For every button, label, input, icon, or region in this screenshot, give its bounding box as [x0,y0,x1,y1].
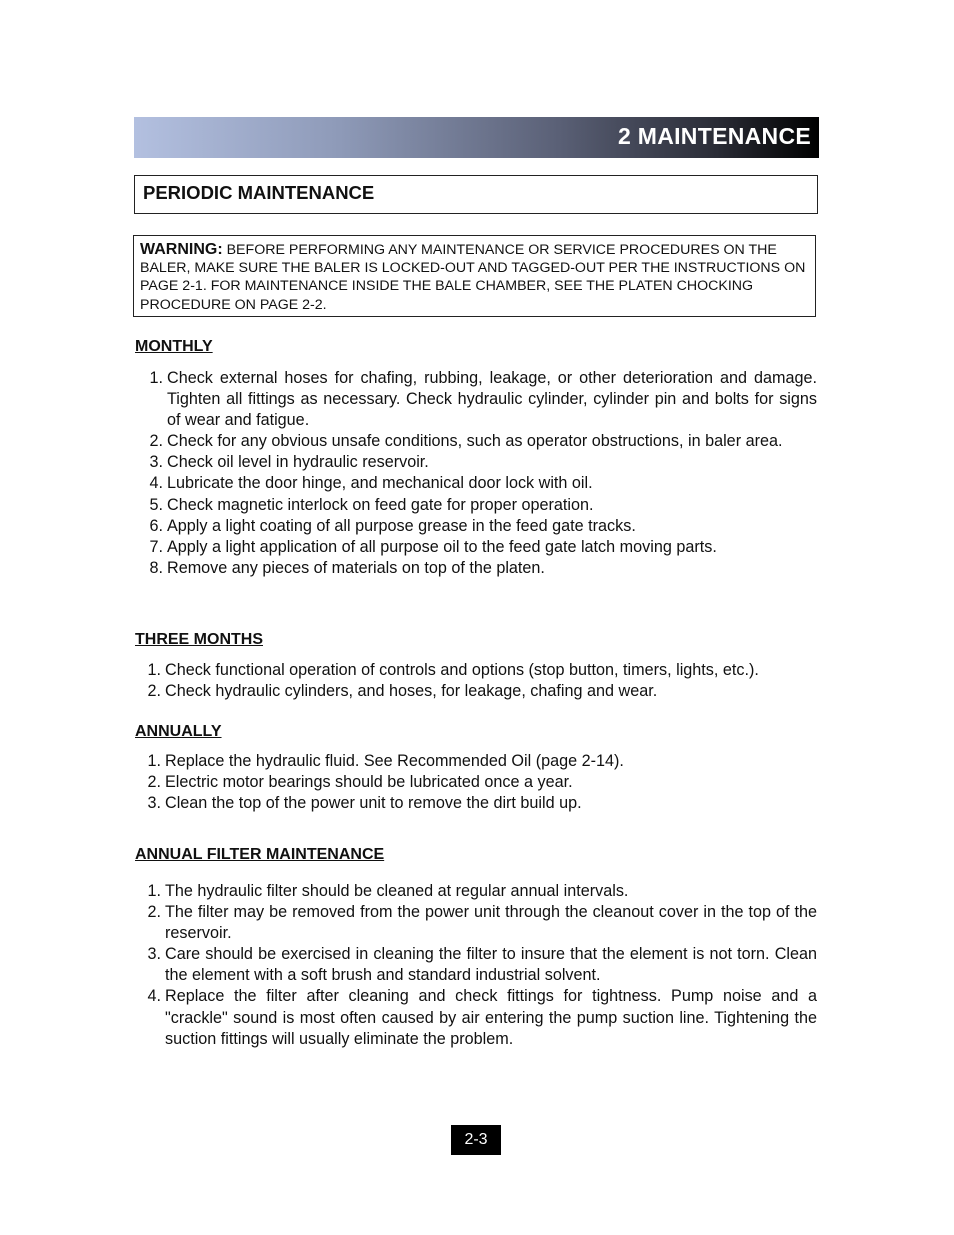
three-months-heading: THREE MONTHS [135,631,263,648]
list-item: 1. Check external hoses for chafing, rubbing, leakage, or other deterioration and damage. Tighten all fittings as necessary. Check hydraulic cylinder, cylinder pin and bolts for signs of wear and fatigue. [149,369,817,430]
page-number: 2-3 [451,1125,501,1155]
list-item: 2. Check for any obvious unsafe conditions, such as operator obstructions, in baler area. [149,432,783,451]
list-item: 2. Check hydraulic cylinders, and hoses, for leakage, chafing and wear. [147,682,658,701]
list-item: 4. Lubricate the door hinge, and mechanical door lock with oil. [149,474,593,493]
warning-label: WARNING: [140,241,223,258]
list-item: 3. Check oil level in hydraulic reservoir. [149,453,429,472]
warning-box [133,235,816,317]
monthly-heading: MONTHLY [135,338,213,355]
annually-heading: ANNUALLY [135,723,222,740]
list-item: 2. Electric motor bearings should be lubricated once a year. [147,773,573,792]
list-item: 2. The filter may be removed from the power unit through the cleanout cover in the top of the reservoir. [147,903,817,943]
chapter-banner [134,117,819,158]
chapter-title: 2 MAINTENANCE [617,123,811,149]
annually-list [137,751,817,814]
list-item: 3. Care should be exercised in cleaning the filter to insure that the element is not torn. Clean the element with a soft brush and standard industrial solvent. [147,945,817,985]
warning-text: BEFORE PERFORMING ANY MAINTENANCE OR SERVICE PROCEDURES ON THE BALER, MAKE SURE THE BALER IS LOCKED-OUT AND TAGGED-OUT PER THE INSTRUCTIONS ON PAGE 2-1. FOR MAINTENANCE INSIDE THE BALE CHAMBER, SEE THE PLATEN CHOCKING PROCEDURE ON PAGE 2-2. [140,242,806,313]
list-item: 1. Replace the hydraulic fluid. See Recommended Oil (page 2-14). [147,752,624,770]
list-item: 7. Apply a light application of all purpose oil to the feed gate latch moving parts. [149,537,717,556]
list-item: 4. Replace the filter after cleaning and check fittings for tightness. Pump noise and a "crackle" sound is most often caused by air entering the pump suction line. Tightening the suction fittings will usually eliminate the problem. [147,987,817,1048]
annual-filter-heading: ANNUAL FILTER MAINTENANCE [135,846,385,863]
section-title-box [134,175,818,214]
list-item: 6. Apply a light coating of all purpose grease in the feed gate tracks. [149,516,636,535]
three-months-list [137,660,817,702]
list-item: 1. Check functional operation of controls and options (stop button, timers, lights, etc.). [147,661,759,679]
list-item: 5. Check magnetic interlock on feed gate for proper operation. [149,495,594,514]
annual-filter-list [137,881,817,1050]
list-item: 3. Clean the top of the power unit to remove the dirt build up. [147,794,582,813]
list-item: 8. Remove any pieces of materials on top of the platen. [149,558,545,577]
monthly-list [139,368,817,579]
list-item: 1. The hydraulic filter should be cleaned at regular annual intervals. [147,882,629,900]
section-title: PERIODIC MAINTENANCE [143,182,375,203]
